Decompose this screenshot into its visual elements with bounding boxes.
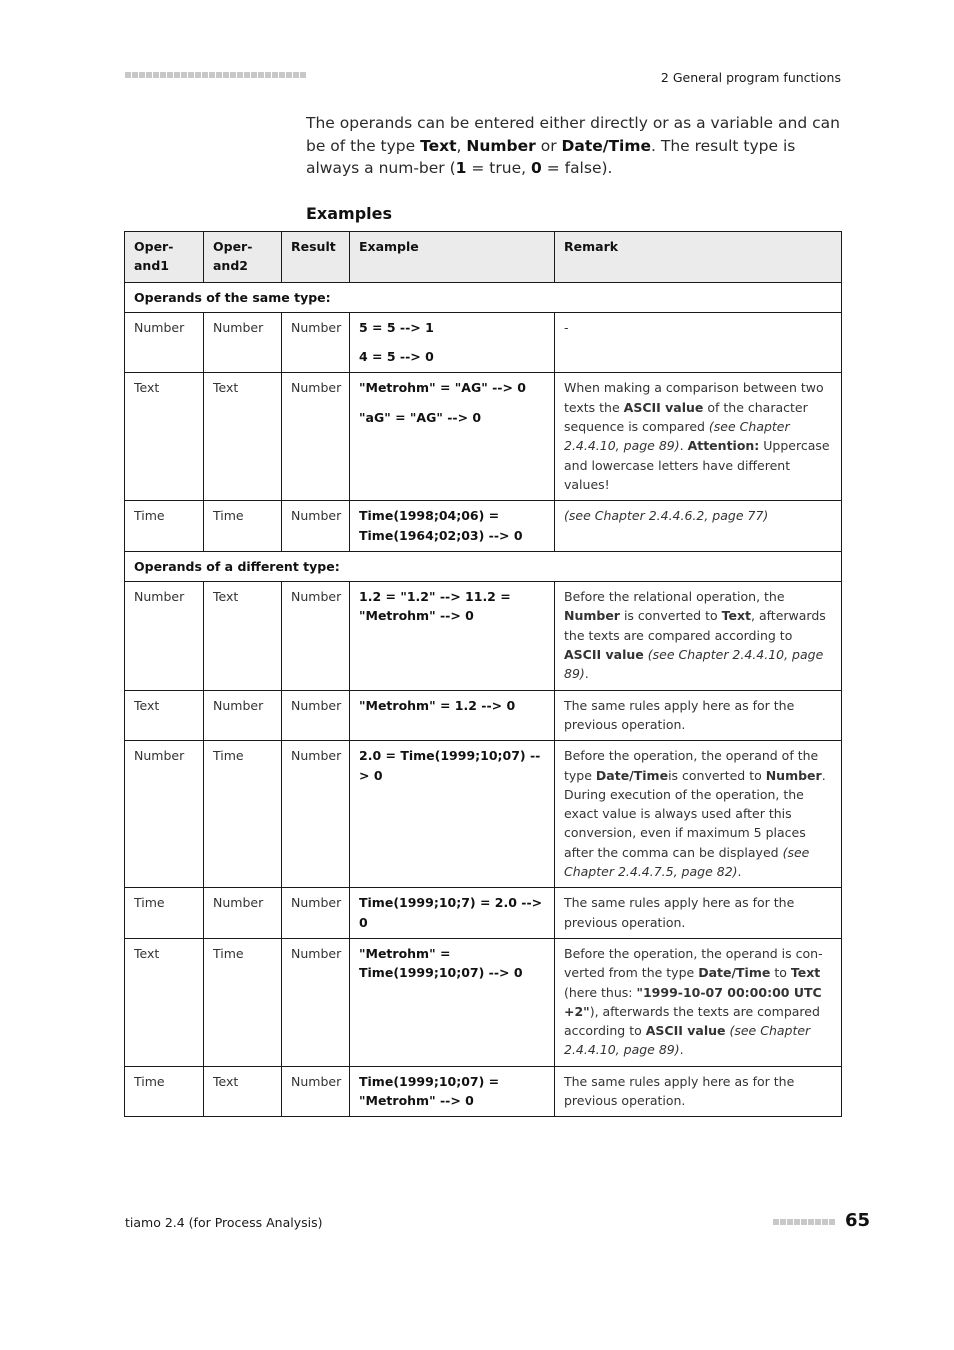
table-row xyxy=(125,501,842,552)
remark-cell xyxy=(555,501,842,552)
header-operand1: Oper-and1 xyxy=(125,232,204,283)
remark-cell: Before the operation, the operand of the type Date/Timeis converted to Number. During execution of the operation, the exact value is always used after this conversion, even if maximum 5 places after the comma can be displayed (see Chapter 2.4.4.7.5, page 82). xyxy=(555,741,842,888)
group-label: Operands of the same type: xyxy=(125,282,842,312)
example-cell: Time(1999;10;7) = 2.0 --> 0 xyxy=(350,888,555,939)
example-cell: "Metrohm" = 1.2 --> 0 xyxy=(350,690,555,741)
operand1-cell: Time xyxy=(125,1066,204,1117)
example-line: "aG" = "AG" --> 0 xyxy=(359,409,482,425)
group-row xyxy=(125,551,842,581)
result-cell: Number xyxy=(282,373,350,501)
page-number: 65 xyxy=(845,1210,871,1231)
example-line: "Metrohm" = "AG" --> 0 xyxy=(359,380,526,396)
header-decoration xyxy=(125,72,306,78)
operand1-cell: Time xyxy=(125,501,204,552)
footer-product: tiamo 2.4 (for Process Analysis) xyxy=(125,1215,323,1230)
operand1-cell: Number xyxy=(125,741,204,888)
footer-decoration xyxy=(773,1219,835,1225)
operand2-cell: Time xyxy=(204,741,282,888)
example-line: 5 = 5 --> 1 xyxy=(359,319,434,335)
operand2-cell: Number xyxy=(204,888,282,939)
group-label: Operands of a different type: xyxy=(125,551,842,581)
table-row xyxy=(125,312,842,373)
header-example: Example xyxy=(350,232,555,283)
operand1-cell: Text xyxy=(125,690,204,741)
operand1-cell: Text xyxy=(125,938,204,1066)
header-remark: Remark xyxy=(555,232,842,283)
group-row xyxy=(125,282,842,312)
result-cell: Number xyxy=(282,938,350,1066)
result-cell: Number xyxy=(282,1066,350,1117)
examples-table xyxy=(124,231,842,1117)
operand1-cell: Text xyxy=(125,373,204,501)
operand2-cell: Number xyxy=(204,312,282,373)
remark-cell: Before the operation, the operand is con-verted from the type Date/Time to Text (here thus: "1999-10-07 00:00:00 UTC +2"), afterwards the texts are compared according to ASCII value (see Chapter 2.4.4.10, page 89). xyxy=(555,938,842,1066)
example-cell: 1.2 = "1.2" --> 11.2 = "Metrohm" --> 0 xyxy=(350,582,555,690)
operand2-cell: Text xyxy=(204,1066,282,1117)
table-row xyxy=(125,1066,842,1117)
example-cell xyxy=(350,373,555,501)
remark-cell: Before the relational operation, the Number is converted to Text, afterwards the texts are compared according to ASCII value (see Chapter 2.4.4.10, page 89). xyxy=(555,582,842,690)
operand2-cell: Time xyxy=(204,938,282,1066)
operand2-cell: Number xyxy=(204,690,282,741)
table-row xyxy=(125,938,842,1066)
example-cell xyxy=(350,312,555,373)
table-row xyxy=(125,741,842,888)
result-cell: Number xyxy=(282,582,350,690)
section-heading: Examples xyxy=(306,204,393,223)
table-header-row xyxy=(125,232,842,283)
header-result: Result xyxy=(282,232,350,283)
chapter-title: 2 General program functions xyxy=(660,70,841,85)
table-row xyxy=(125,582,842,690)
chapter-reference: (see Chapter 2.4.4.6.2, page 77) xyxy=(564,508,769,524)
table-row xyxy=(125,690,842,741)
remark-cell: The same rules apply here as for the previous operation. xyxy=(555,1066,842,1117)
table-row xyxy=(125,888,842,939)
example-cell: "Metrohm" = Time(1999;10;07) --> 0 xyxy=(350,938,555,1066)
remark-cell: When making a comparison between two texts the ASCII value of the character sequence is compared (see Chapter 2.4.4.10, page 89). Attention: Uppercase and lowercase letters have different values! xyxy=(555,373,842,501)
remark-cell: The same rules apply here as for the previous operation. xyxy=(555,888,842,939)
operand2-cell: Text xyxy=(204,582,282,690)
remark-cell: - xyxy=(555,312,842,373)
result-cell: Number xyxy=(282,741,350,888)
operand2-cell: Text xyxy=(204,373,282,501)
result-cell: Number xyxy=(282,888,350,939)
intro-paragraph: The operands can be entered either directly or as a variable and can be of the type Text, Number or Date/Time. The result type is always a num-ber (1 = true, 0 = false). xyxy=(306,114,840,177)
example-cell: Time(1999;10;07) = "Metrohm" --> 0 xyxy=(350,1066,555,1117)
example-cell: Time(1998;04;06) = Time(1964;02;03) --> 0 xyxy=(350,501,555,552)
header-operand2: Oper-and2 xyxy=(204,232,282,283)
operand1-cell: Number xyxy=(125,582,204,690)
remark-cell: The same rules apply here as for the previous operation. xyxy=(555,690,842,741)
table-row xyxy=(125,373,842,501)
result-cell: Number xyxy=(282,690,350,741)
operand1-cell: Time xyxy=(125,888,204,939)
operand2-cell: Time xyxy=(204,501,282,552)
operand1-cell: Number xyxy=(125,312,204,373)
result-cell: Number xyxy=(282,312,350,373)
result-cell: Number xyxy=(282,501,350,552)
example-line: 4 = 5 --> 0 xyxy=(359,349,434,365)
example-cell: 2.0 = Time(1999;10;07) --> 0 xyxy=(350,741,555,888)
